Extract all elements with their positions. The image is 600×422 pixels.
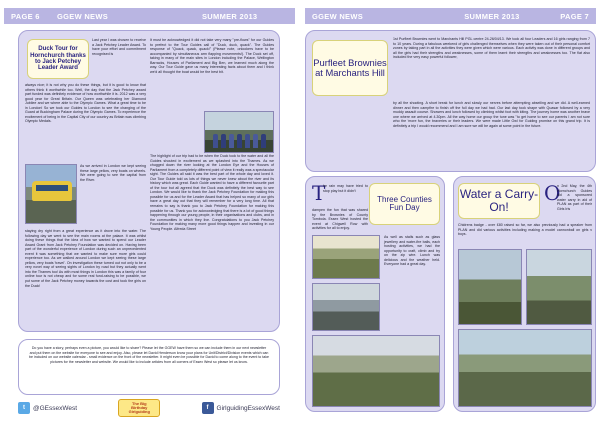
twitter-icon: t [18,402,30,414]
water-carry-intro: n 2nd May, the 4th Hornchurch Guides did a sponsored water carry in aid of PLAN as part of their Girls Iris [557,184,592,211]
purfleet-article [305,30,596,172]
water-carry-article [453,176,596,412]
facebook-link[interactable] [202,402,280,414]
water-carry-photo-1 [458,249,522,325]
three-counties-intro: he rain may have tried to stop play but it didn't [323,184,368,193]
guide-figure [261,134,266,148]
newsletter-name: GGEW NEWS [312,11,364,21]
purfleet-body-2: by all the shooting. A short break for lunch and slowly our nerves before attempting abseiling and we did. A well-earned dinner and then campfire to finish off the full day we had had. Our last day took shape with Quasar followed by a very muddy assault course. Showers and lunch followed by climbing whilst foot with kiting. The journey home was another brave one where we arrived at 4.30pm. All the way home our group the tune was ''to get home to see our parents I am not sure who the 'more fun, the braveries or their leaders. We were made Little Owl for Guiding promise on this grand trip. It is definitely a trip I would recommend and I am sure we will be again at some point in the future. [393,101,590,128]
duck-tour-article [18,30,280,332]
page-6 [4,8,295,418]
water-carry-photo-2 [526,249,592,325]
duck-boat-windows [36,185,68,191]
duck-boat-shape [32,181,72,201]
guide-figure [229,134,234,148]
article-body-3: staying dry right from a great experience as it drove into the water. The following day we went to see the main rooms at the palace. It was whilst doing these things that the idea of how we wanted to spend our Leader Award Grant from Jack Petchey Foundation was decided on. Having been part of the wonderful experience of London during such an unprecedented event it was something that we wanted to make sure more girls could experience too. As we walked around London we kept seeing these large yellow, very boats 'travel'. On investigation these turned out not only to be a very novel way of seeing sights of London by road but they actually went into the Thames too! As with most things in London this was a family of four online tour is not cheap and for some real fund-raising to be possible, we put some of the Jack Petchey money towards the cost and took the girls on the Duck! [25,229,146,288]
twitter-handle: @GEssexWest [33,404,78,412]
big-birthday-logo [118,399,160,417]
article-body-2: As we arrived in London we kept seeing these large yellow, very boats on wheels. We were going to see the capital from the River. [80,164,146,182]
logo-line-2: Birthday [131,405,148,410]
water-carry-photo-3 [458,329,592,407]
guide-figure [245,134,250,148]
page-header-left [4,8,295,24]
issue-season: SUMMER 2013 [202,11,258,21]
page-number: PAGE 6 [11,11,40,21]
logo-line-1: The Big [131,401,147,406]
guide-figure [213,134,218,148]
fun-day-photo-3 [312,335,440,407]
duck-boat-photo [25,164,77,224]
three-counties-title: Three Counties Fun Day [377,194,432,212]
water-carry-title: Water a Carry-On! [459,187,539,214]
water-carry-title-box [458,183,540,219]
facebook-icon: f [202,402,214,414]
social-links [18,398,280,418]
purfleet-title-box [312,40,388,96]
logo-line-3: Girlguiding [128,409,150,414]
article-body-5: The highlight of our trip had to be when the Duck took to the water and all the Guides shouted in excitement as we splashed into the Thames. As we chugged down the river looking at the London Eye and the Houses of Parliament from a completely different point of view it really was a spectacular sight. The Guides all said it was the best part of the whole day and loved it. Our Tour Guide told us lots of things we never knew about the river and its history which was great. Each Guide wanted to have a different favourite part of the tour but all agreed that the Duck was definitely the best way to see London. We would like to thank the Jack Petchey Foundation for making this possible for us and for the Leader Award that has helped so many of our girls have a great day out that they will remember for a very long time. All that remains to say is thank you to Jack Petchey Foundation for making this possible for us. Thank you for acknowledging that there is a lot of good things happening through our young people, in their organisations and clubs, and in the communities in which they live. Congratulations to you Jack Petchey Foundation for making many more good things happen and investing in our Young People. Alfreda Street [150,154,274,231]
newsletter-name: GGEW NEWS [57,11,109,21]
page-7 [305,8,596,418]
drop-cap: O [544,181,561,205]
facebook-handle: GirlguidingEssexWest [216,404,280,412]
guide-figure [221,134,226,148]
guide-figure [253,134,258,148]
three-counties-article [305,176,445,412]
share-your-story-text: Do you have a story, perhaps even a picture, you would like to share? Please let the GGEW have them so we can include them in our next newsletter and put them on the website for everyone to see and enjoy. Also, please let David Henderson know your plans for Unit/District/Division events which can be included on our website calendar - small evidence on the front of the newsletter. It might even be possible for David to come along to the event to take pictures for the newsletter and website. We would like to include articles from all corners of Essex West so please let us know. [29,346,269,364]
purfleet-title: Purfleet Brownies at Marchants Hill [313,57,387,78]
twitter-link[interactable] [18,402,77,414]
page-header-right [305,8,596,24]
page-number: PAGE 7 [560,11,589,21]
guides-photo [204,111,274,153]
three-counties-title-box [369,183,440,225]
issue-season: SUMMER 2013 [464,11,520,21]
article-body-4: It must be acknowledged it did not take very many "pre-flows" for our Guides to prefect to the Tour Guides call of "Duck, duck, quack". The Guides response of "Quack, quack, quack!" (Please note, onlookers have to be accompanied by simultaneous arm flapping movements!). The Duck set off, taking in many of the main sites in London including the Palace, Wellington Barracks, Houses of Parliament and Big Ben, we learned much along the way. Our Tour Guide gave us many interesting facts about them and I think we'd all thought the boat would be the best bit. [150,38,274,74]
drop-cap: T [312,181,326,205]
guide-figure [237,134,242,148]
fun-day-photo-1 [312,235,380,279]
article-body-1: always nice; it is not why you do these things, but it is good to know that others think it worthwhile too. Well, the day that the Jack Petchey award part funded was definitely evidence of how worthwhile it is. 2012 was a very good year for Great Britain. Our Queen was celebrating her Diamond Jubilee and we where able to the Olympic Games. What a great time to be in London! So we took our Guides to London to see the changing of the Guard at Buckingham Palace during the Olympic Games. To experience the excitement of being in the Capital City of our country as Britain was climbing Olympic Medals. [25,83,146,124]
three-counties-body-2: As well as stalls such as glass jewellery and water-fire balls, each hosting activities, we had the opportunity to craft, climb and try on the zip wire. Lunch was delicious and the weather held. Everyone had a great day. [384,235,440,267]
purfleet-body-1: 1st Purfleet Brownies went to Marchants Hill PGL centre 24-26/04/13. We took all four Leaders and 16 girls ranging from 7 to 10 years. During a fabulous weekend of girls challenged themselves when they were taken out of their personal comfort zones by taking part in all the activities they were given which were various. Each activity was done in different groups and all the girls had their strengths and weaknesses, some of them learnt their strengths and weaknesses too. The flat also included the very easy powerful follower, [393,37,590,60]
water-carry-body: Chidrens badge - over £80 raised so far, we also previously had a speaker from PLAN and did various activities including making a model cannonball on girls v boys. [458,223,592,237]
article-intro: Last year I was chosen to receive a Jack Petchey Leader Award. To have your effort and commitment recognised is [92,38,146,56]
article-title: Duck Tour for Hornchurch thanks to Jack Petchey Leader Award [30,45,86,72]
article-title-box [27,39,89,79]
fun-day-photo-2 [312,283,380,331]
share-your-story-box [18,339,280,395]
three-counties-body-1: dampen the fun that was shared by the Brownies of County Tombola. Essex West hosted the event at Chigwell Row with activities for all to enjoy. [312,208,368,231]
